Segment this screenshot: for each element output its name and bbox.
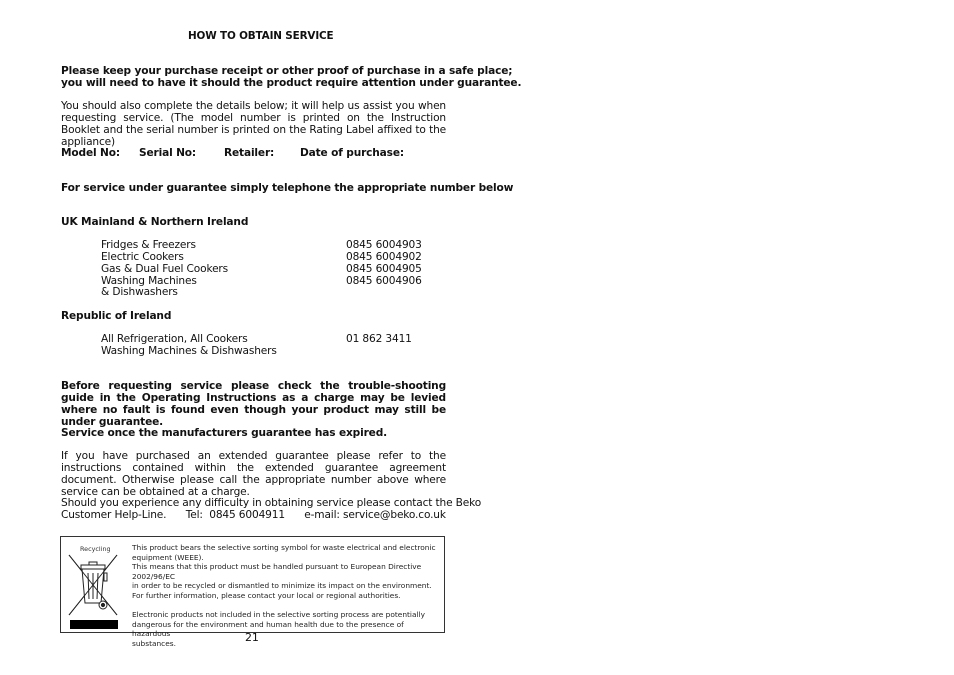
weee-notice-text — [132, 543, 442, 649]
page-title: HOW TO OBTAIN SERVICE — [188, 30, 334, 42]
weee-line: For further information, please contact your local or regional authorities. — [132, 590, 401, 600]
weee-line: This product bears the selective sorting symbol for waste electrical and electronic — [132, 543, 436, 552]
uk-row-number: 0845 6004905 — [346, 263, 422, 275]
model-field-label: Model No: — [61, 147, 120, 159]
weee-line: dangerous for the environment and human health due to the presence of hazardous — [132, 619, 404, 639]
uk-heading: UK Mainland & Northern Ireland — [61, 216, 249, 228]
expired-heading: Service once the manufacturers guarantee has expired. — [61, 427, 388, 439]
extended-guarantee-paragraph: If you have purchased an extended guarantee please refer to the instructions contained within the extended guarantee agreement document. Otherwise please call the appropriate number above where service can be obtained at a charge. — [61, 450, 446, 498]
weee-crossed-bin-icon — [67, 543, 119, 629]
ireland-heading: Republic of Ireland — [61, 310, 172, 322]
uk-row-label: & Dishwashers — [101, 286, 178, 298]
difficulty-line-1: Should you experience any difficulty in obtaining service please contact the Beko — [61, 497, 482, 509]
uk-row-label: Gas & Dual Fuel Cookers — [101, 263, 229, 275]
uk-row-number: 0845 6004906 — [346, 275, 422, 287]
troubleshoot-paragraph: Before requesting service please check the trouble-shooting guide in the Operating Instructions as a charge may be levied where no fault is found even though your product may still be under guarantee. — [61, 380, 446, 428]
uk-row-number: 0845 6004903 — [346, 239, 422, 251]
weee-line: This means that this product must be handled pursuant to European Directive 2002/96/EC — [132, 562, 422, 581]
uk-row-label: Washing Machines — [101, 275, 197, 287]
receipt-notice-line-1: Please keep your purchase receipt or other proof of purchase in a safe place; — [61, 65, 513, 77]
serial-field-label: Serial No: — [139, 147, 197, 159]
weee-line: substances. — [132, 638, 176, 648]
details-paragraph: You should also complete the details below; it will help us assist you when requesting service. (The model number is printed on the Instruction Booklet and the serial number is printed on the Rating Label affixed to the appliance) — [61, 100, 446, 148]
recycling-label: Recycling — [80, 545, 111, 553]
ireland-row-number: 01 862 3411 — [346, 333, 412, 345]
weee-line: in order to be recycled or dismantled to minimize its impact on the environment. — [132, 581, 432, 591]
date-field-label: Date of purchase: — [300, 147, 404, 159]
page-number: 21 — [245, 631, 259, 644]
uk-row-number: 0845 6004902 — [346, 251, 422, 263]
ireland-row-label: All Refrigeration, All Cookers — [101, 333, 248, 345]
weee-line: Electronic products not included in the selective sorting process are potentially — [132, 610, 425, 620]
uk-row-label: Electric Cookers — [101, 251, 184, 263]
guarantee-call-text: For service under guarantee simply telephone the appropriate number below — [61, 182, 514, 194]
weee-line: equipment (WEEE). — [132, 552, 204, 562]
receipt-notice-line-2: you will need to have it should the product require attention under guarantee. — [61, 77, 522, 89]
ireland-row-label: Washing Machines & Dishwashers — [101, 345, 277, 357]
retailer-field-label: Retailer: — [224, 147, 275, 159]
uk-row-label: Fridges & Freezers — [101, 239, 196, 251]
helpline-contact: Customer Help-Line. Tel: 0845 6004911 e-mail: service@beko.co.uk — [61, 509, 446, 521]
